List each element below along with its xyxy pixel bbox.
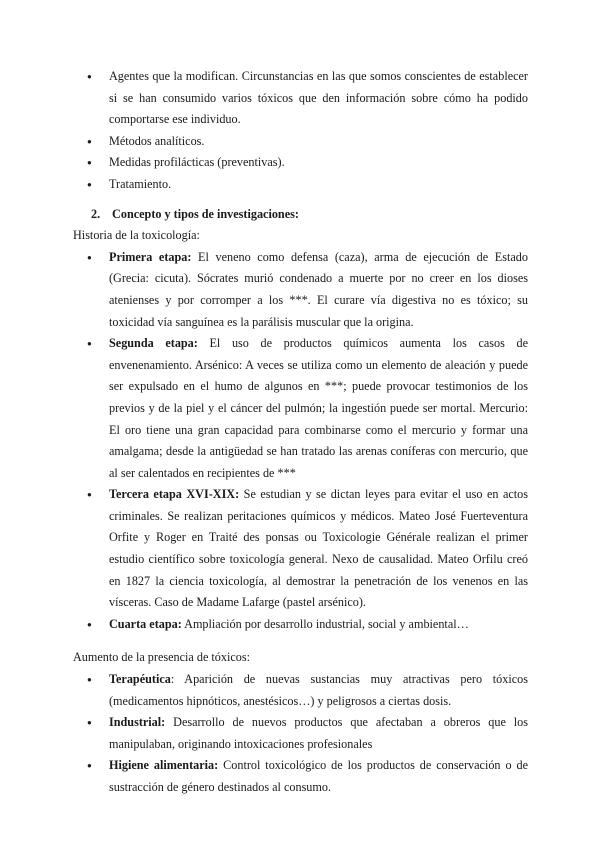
list-item bbox=[73, 333, 528, 484]
list-item: ● Medidas profilácticas (preventivas). bbox=[73, 152, 528, 174]
stage-text: El uso de productos químicos aumenta los casos de envenenamiento. Arsénico: A veces se utiliza como un elemento de aleación y puede ser expulsado en el humo de algunos en ***; puede provocar testimonios de los previos y de la piel y el cáncer del pulmón; la ingestión puede ser mortal. Mercurio: El oro tiene una gran capacidad para combinarse como el mercurio y formar una amalgama; desde la antigüedad se han tratado las arenas coníferas con mercurio, que al ser calentados en recipientes de *** bbox=[109, 336, 529, 480]
item-text: : Aparición de nuevas sustancias muy atractivas pero tóxicos (medicamentos hipnóticos, anestésicos…) y peligrosos a ciertas dosis. bbox=[109, 672, 528, 708]
stage-title: Cuarta etapa: bbox=[109, 616, 182, 631]
stage-text: El veneno como defensa (caza), arma de ejecución de Estado (Grecia: cicuta). Sócrates murió condenado a muerte por no creer en los dioses atenienses y por corromper a los ***. El curare vía digestiva no es tóxico; su toxicidad vía sanguínea es la parálisis muscular que la origina. bbox=[109, 249, 528, 329]
stage-title: Primera etapa: bbox=[109, 249, 192, 264]
stage-title: Tercera etapa XVI-XIX: bbox=[109, 487, 240, 502]
section-title: Concepto y tipos de investigaciones: bbox=[112, 206, 299, 221]
stage-text: Se estudian y se dictan leyes para evitar el uso en actos criminales. Se realizan peritaciones químicos y médicos. Mateo José Fuerteventura Orfite y Roger en Traité des ponsas ou Toxicologie Générale realizan el primer estudio científico sobre toxicología general. Nexo de causalidad. Mateo Orfilu creó en 1827 la ciencia toxicología, al demostrar la penetración de los venenos en las vísceras. Caso de Madame Lafarge (pastel arsénico). bbox=[109, 487, 528, 610]
considerations-list bbox=[73, 66, 528, 196]
list-item: ● Tratamiento. bbox=[73, 174, 528, 196]
list-item bbox=[73, 712, 528, 755]
document-content bbox=[73, 66, 528, 799]
section-heading bbox=[73, 204, 528, 226]
list-item: ● Agentes que la modifican. Circunstancias en las que somos conscientes de establecer si se han consumido varios tóxicos que den información sobre cómo ha podido comportarse ese individuo. bbox=[73, 66, 528, 131]
history-label: Historia de la toxicología: bbox=[73, 228, 200, 243]
list-item bbox=[73, 247, 528, 333]
stage-title: Segunda etapa: bbox=[109, 336, 198, 351]
list-item bbox=[73, 484, 528, 614]
item-title: Higiene alimentaria: bbox=[109, 758, 219, 773]
stage-text: Ampliación por desarrollo industrial, social y ambiental… bbox=[181, 616, 469, 631]
list-item: ● Métodos analíticos. bbox=[73, 131, 528, 153]
presence-label: Aumento de la presencia de tóxicos: bbox=[73, 650, 250, 665]
stages-list bbox=[73, 247, 528, 636]
item-text: Control toxicológico de los productos de conservación o de sustracción de género destinados al consumo. bbox=[109, 758, 528, 794]
list-item bbox=[73, 755, 528, 798]
item-text: Desarrollo de nuevos productos que afectaban a obreros que los manipulaban, originando intoxicaciones profesionales bbox=[109, 715, 528, 751]
section-number: 2. bbox=[91, 206, 101, 221]
list-item bbox=[73, 614, 528, 636]
presence-list bbox=[73, 669, 528, 799]
list-item bbox=[73, 669, 528, 712]
item-title: Terapéutica bbox=[109, 672, 171, 687]
item-title: Industrial: bbox=[109, 715, 166, 730]
